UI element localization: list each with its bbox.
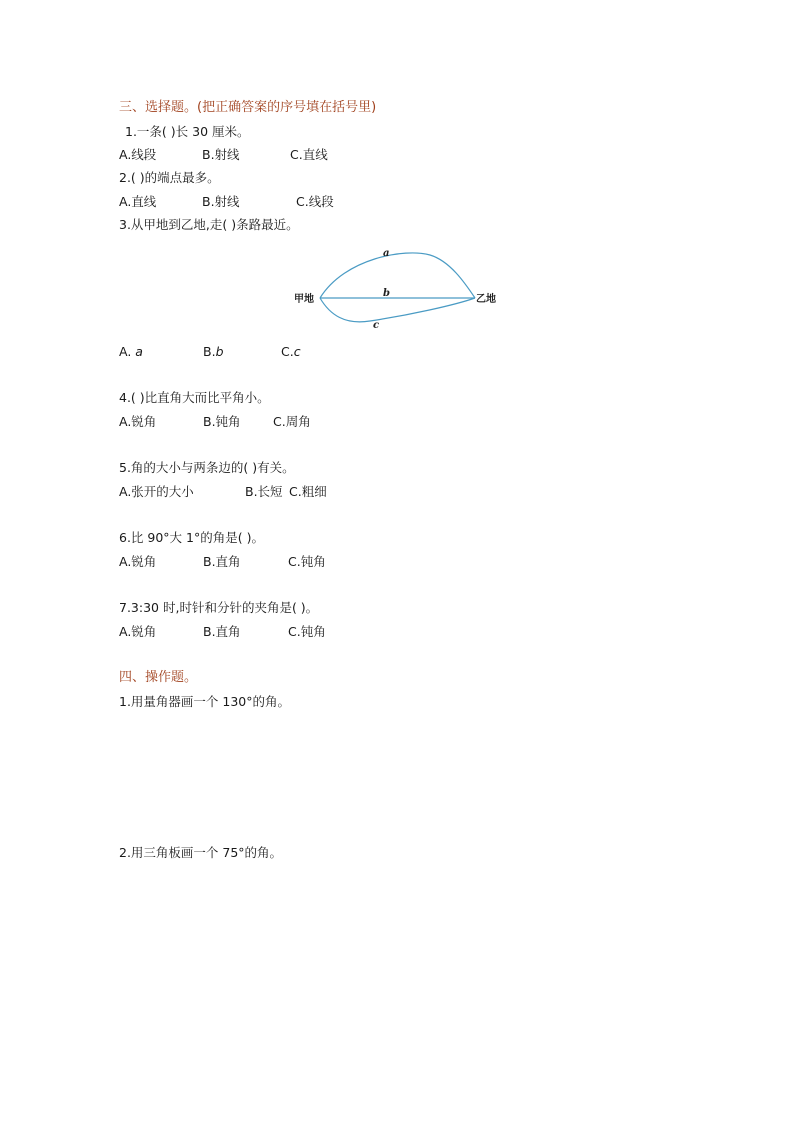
operation-question-2: 2.用三角板画一个 75°的角。 (119, 845, 283, 860)
q5-option-c: C.粗细 (289, 484, 327, 499)
q2-option-c: C.线段 (296, 194, 334, 209)
section-3-heading: 三、选择题。(把正确答案的序号填在括号里) (119, 100, 377, 115)
q6-option-a: A.锐角 (119, 554, 157, 569)
label-a: a (383, 248, 390, 259)
q2-option-a: A.直线 (119, 194, 157, 209)
q5-option-b: B.长短 (245, 484, 283, 499)
question-1: 1.一条( )长 30 厘米。 (125, 124, 250, 139)
path-c (320, 298, 475, 322)
q3-option-b: B.b (203, 344, 224, 359)
label-b: b (383, 288, 390, 299)
q7-option-c: C.钝角 (288, 624, 326, 639)
q7-option-a: A.锐角 (119, 624, 157, 639)
q3-option-a: A. a (119, 344, 143, 359)
q3-option-c: C.c (281, 344, 301, 359)
q6-option-c: C.钝角 (288, 554, 326, 569)
q1-option-c: C.直线 (290, 147, 328, 162)
q4-option-c: C.周角 (273, 414, 311, 429)
route-diagram (290, 243, 510, 338)
question-2: 2.( )的端点最多。 (119, 170, 220, 185)
section-4-heading: 四、操作题。 (119, 670, 198, 685)
question-6: 6.比 90°大 1°的角是( )。 (119, 530, 264, 545)
q1-option-b: B.射线 (202, 147, 240, 162)
q7-option-b: B.直角 (203, 624, 241, 639)
label-end: 乙地 (476, 294, 496, 305)
q6-option-b: B.直角 (203, 554, 241, 569)
q4-option-b: B.钝角 (203, 414, 241, 429)
question-7: 7.3:30 时,时针和分针的夹角是( )。 (119, 600, 319, 615)
operation-question-1: 1.用量角器画一个 130°的角。 (119, 694, 291, 709)
question-5: 5.角的大小与两条边的( )有关。 (119, 460, 295, 475)
q4-option-a: A.锐角 (119, 414, 157, 429)
path-a (320, 253, 475, 298)
question-4: 4.( )比直角大而比平角小。 (119, 390, 270, 405)
q1-option-a: A.线段 (119, 147, 157, 162)
q2-option-b: B.射线 (202, 194, 240, 209)
q5-option-a: A.张开的大小 (119, 484, 194, 499)
question-3: 3.从甲地到乙地,走( )条路最近。 (119, 217, 299, 232)
label-c: c (373, 320, 380, 331)
label-start: 甲地 (294, 294, 314, 305)
